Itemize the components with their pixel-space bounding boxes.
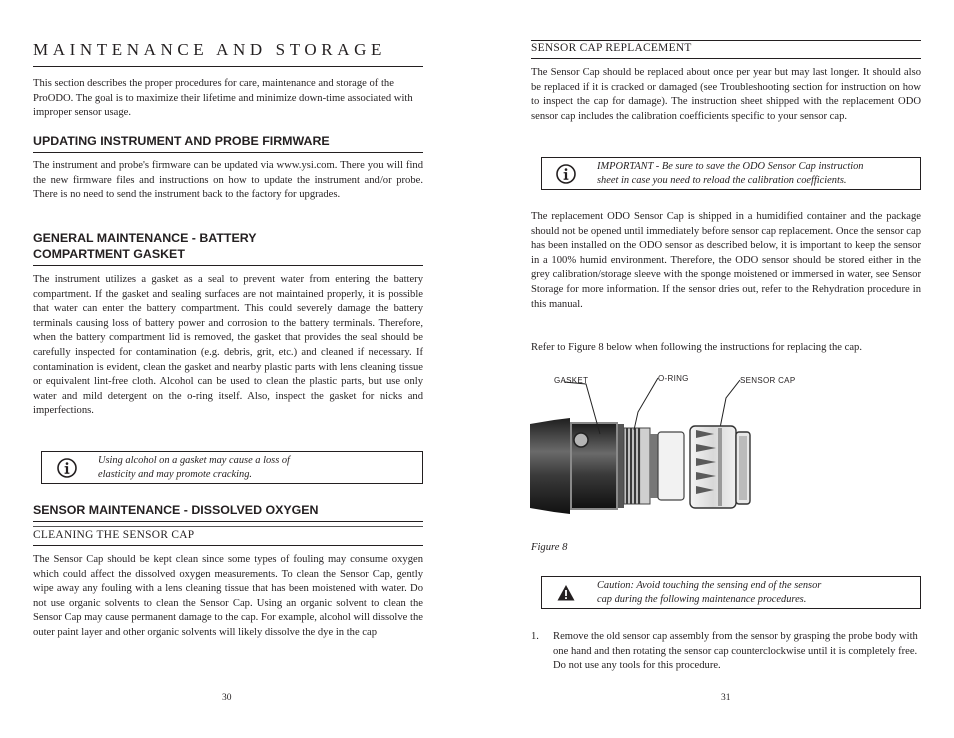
figure-caption: Figure 8 xyxy=(531,542,568,553)
caution-note-text xyxy=(597,579,917,608)
sensor-heading-rule xyxy=(33,521,423,522)
warning-triangle-icon xyxy=(556,583,576,603)
important-note-line2: sheet in case you need to reload the calibration coefficients. xyxy=(597,175,847,187)
sensor-heading-rule-2 xyxy=(33,526,423,527)
gasket-paragraph: The instrument utilizes a gasket as a seal to prevent water from entering the battery compartment. If the gasket and sealing surfaces are not maintained properly, it is possible that water can enter the battery compartment. This could severely damage the battery terminals causing loss of battery power and corrosion to the battery terminals. Therefore, when the battery compartment lid is removed, the gasket that provides the seal should be carefully inspected for contamination (e.g. debris, grit, etc.) and cleaned if necessary. If contamination is evident, clean the gasket and nearby plastic parts with lens cleaning tissue or equivalent lint-free cloth. Alcohol can be used to clean the plastic parts, but use only water and mild detergent on the o-ring itself. Also, inspect the gasket for nicks and imperfections. xyxy=(33,274,423,417)
replacement-subheading: SENSOR CAP REPLACEMENT xyxy=(531,42,692,54)
intro-paragraph: This section describes the proper procedures for care, maintenance and storage of the ProODO. The goal is to maximize their lifetime and minimize down-time associated with improper sensor usage. xyxy=(33,78,413,119)
important-note-line1: IMPORTANT - Be sure to save the ODO Sensor Cap instruction xyxy=(597,161,864,172)
step-1-number: 1. xyxy=(531,631,539,642)
replacement-intro-paragraph: The Sensor Cap should be replaced about once per year but may last longer. It should also be replaced if it is cracked or damaged (see Troubleshooting section for instruction on how to inspect the cap for damage). The instruction sheet shipped with the replacement ODO sensor cap includes the calibration coefficients specific to your sensor cap. xyxy=(531,67,921,122)
page-number-left: 30 xyxy=(222,693,232,703)
page-title: MAINTENANCE AND STORAGE xyxy=(33,40,386,59)
figure-label-gasket: GASKET xyxy=(554,376,589,385)
firmware-paragraph: The instrument and probe's firmware can be updated via www.ysi.com. There you will find the new firmware files and instructions on how to update the instrument and/or probe. There is no need to send the instrument back to the factory for upgrades. xyxy=(33,160,423,201)
gasket-note-line1: Using alcohol on a gasket may cause a loss of xyxy=(98,455,290,466)
firmware-heading-rule xyxy=(33,152,423,153)
sensor-heading: SENSOR MAINTENANCE - DISSOLVED OXYGEN xyxy=(33,503,319,517)
info-circle-icon xyxy=(555,163,577,185)
cleaning-paragraph: The Sensor Cap should be kept clean since some types of fouling may consume oxygen which could affect the dissolved oxygen measurements. To clean the Sensor Cap, gently wipe away any fouling with a lens cleaning tissue that has been moistened with water. Do not use organic solvents to clean the Sensor Cap. Using an organic solvent to clean the Sensor Cap may cause permanent damage to the cap. For example, alcohol will dissolve the outer paint layer and other organic solvents will likely dissolve the dye in the cap xyxy=(33,554,423,638)
title-rule xyxy=(33,66,423,67)
caution-note-line2: cap during the following maintenance procedures. xyxy=(597,594,807,606)
caution-note-box xyxy=(541,576,921,609)
figure-label-oring: O-RING xyxy=(658,374,689,383)
gasket-note-box xyxy=(41,451,423,484)
gasket-heading-line2: COMPARTMENT GASKET xyxy=(33,246,185,261)
replacement-top-rule xyxy=(531,40,921,41)
figure-8-illustration xyxy=(530,368,922,520)
gasket-heading-line1: GENERAL MAINTENANCE - BATTERY xyxy=(33,231,257,245)
page-number-right: 31 xyxy=(721,693,731,703)
replacement-subheading-rule xyxy=(531,58,921,59)
figure-label-sensor-cap: SENSOR CAP xyxy=(740,376,796,385)
gasket-note-text xyxy=(98,454,418,483)
important-note-box xyxy=(541,157,921,190)
important-note-text xyxy=(597,160,917,189)
gasket-heading xyxy=(33,231,423,262)
refer-figure-paragraph: Refer to Figure 8 below when following the instructions for replacing the cap. xyxy=(531,342,862,353)
cleaning-subheading-rule xyxy=(33,545,423,546)
humidity-paragraph: The replacement ODO Sensor Cap is shipped in a humidified container and the package should not be opened until immediately before sensor cap replacement. Once the sensor cap has been installed on the ODO sensor as described below, it is important to keep the sensor in a 100% humid environment. Therefore, the ODO sensor should be stored either in the grey calibration/storage sleeve with the sponge moistened or immersed in water, see Sensor Storage for more information. If the sensor dries out, refer to the Rehydration procedure in this manual. xyxy=(531,211,921,310)
caution-note-line1: Caution: Avoid touching the sensing end of the sensor xyxy=(597,580,822,591)
gasket-heading-rule xyxy=(33,265,423,266)
gasket-note-line2: elasticity and may promote cracking. xyxy=(98,469,252,481)
step-1-text: Remove the old sensor cap assembly from the sensor by grasping the probe body with one hand and then rotating the sensor cap counterclockwise until it is completely free. Do not use any tools for this procedure. xyxy=(553,631,918,672)
info-circle-icon xyxy=(56,457,78,479)
firmware-heading: UPDATING INSTRUMENT AND PROBE FIRMWARE xyxy=(33,134,330,148)
cleaning-subheading: CLEANING THE SENSOR CAP xyxy=(33,529,195,541)
